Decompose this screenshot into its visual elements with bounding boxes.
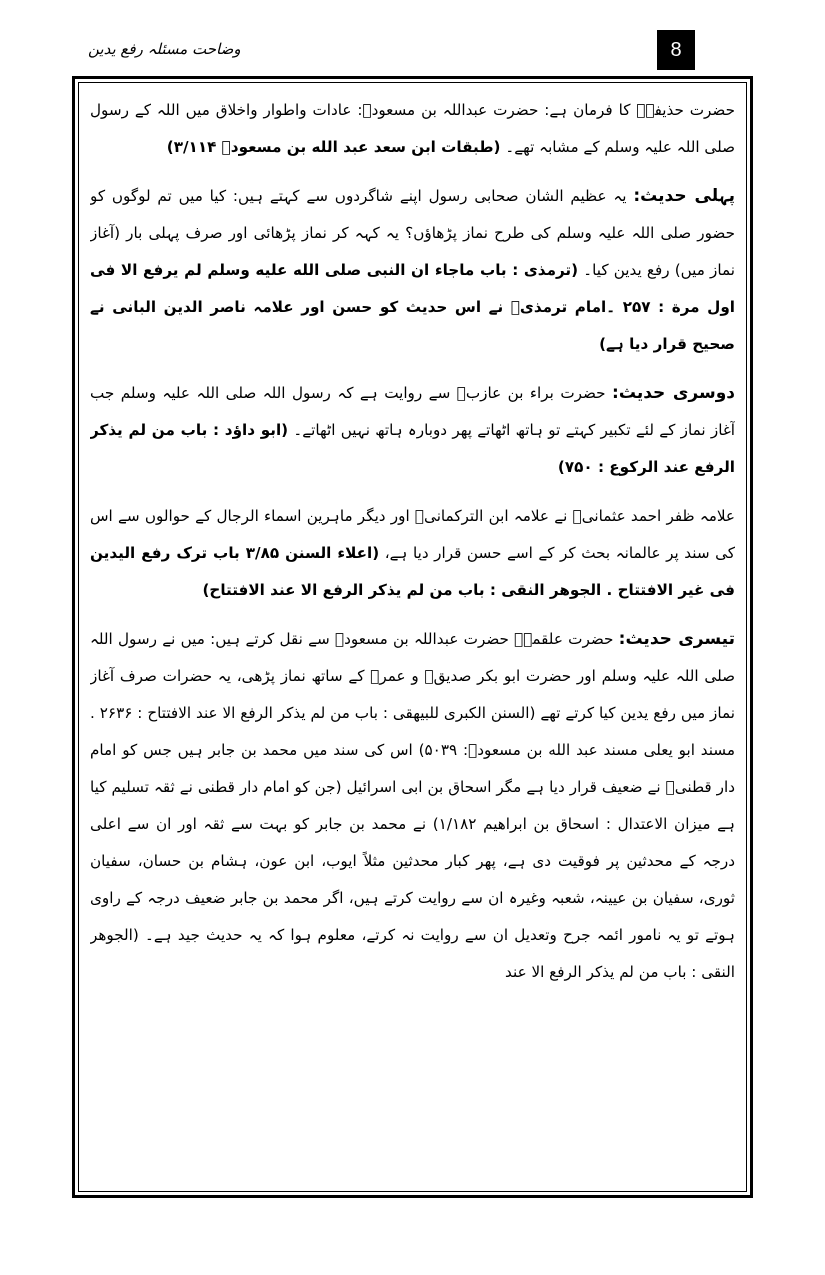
paragraph-text: یہ عظیم الشان صحابی رسول اپنے شاگردوں سے کہتے ہیں: کیا میں تم لوگوں کو حضور صلی اللہ علیہ وسلم کی طرح نماز پڑھاؤں؟ یہ کہہ کر نماز پڑھائی اور صرف پہلی بار (آغاز نماز میں) رفع یدین کیا۔ — [90, 187, 735, 279]
reference: (ترمذی : باب ماجاء ان النبی صلی الله علیه وسلم لم یرفع الا فی اول مرة : ۲۵۷ ۔امام ترمذیؒ نے اس حدیث کو حسن اور علامہ ناصر الدین البانی نے صحیح قرار دیا ہے) — [90, 261, 735, 353]
paragraph-text: حضرت حذیفہؓ کا فرمان ہے: حضرت عبداللہ بن مسعودؓ: عادات واطوار واخلاق میں اللہ کے رسول صلی اللہ علیہ وسلم کے مشابہ تھے۔ — [90, 101, 735, 156]
paragraph-second-hadith — [90, 375, 735, 486]
paragraph-authentication — [90, 498, 735, 609]
section-heading: پہلی حدیث: — [633, 186, 735, 206]
section-heading: دوسری حدیث: — [612, 383, 735, 403]
page-body — [90, 92, 735, 1188]
reference: (ابو داؤد : باب من لم یذکر الرفع عند الرکوع : ۷۵۰) — [90, 421, 735, 476]
section-heading: تیسری حدیث: — [618, 629, 735, 649]
paragraph-first-hadith — [90, 178, 735, 363]
paragraph-text: حضرت براء بن عازبؓ سے روایت ہے کہ رسول اللہ صلی اللہ علیہ وسلم جب آغاز نماز کے لئے تکبیر کہتے تو ہاتھ اٹھاتے پھر دوبارہ ہاتھ نہیں اٹھاتے۔ — [90, 384, 735, 439]
reference: (طبقات ابن سعد عبد الله بن مسعودؓ ۳/۱۱۴) — [166, 138, 501, 156]
paragraph-text: حضرت علقمہؒ حضرت عبداللہ بن مسعودؓ سے نقل کرتے ہیں: میں نے رسول اللہ صلی اللہ علیہ وسلم اور حضرت ابو بکر صدیقؓ و عمرؓ کے ساتھ نماز پڑھی، یہ حضرات صرف آغاز نماز میں رفع یدین کیا کرتے تھے — [90, 630, 735, 722]
reference: (اعلاء السنن ۳/۸۵ باب ترک رفع الیدین فی غیر الافتتاح . الجوهر النقی : باب من لم یذکر الرفع الا عند الافتتاح) — [90, 544, 735, 599]
paragraph-text: علامہ ظفر احمد عثمانیؒ نے علامہ ابن الترکمانیؒ اور دیگر ماہرین اسماء الرجال کے حوالوں سے اس کی سند پر عالمانہ بحث کر کے اسے حسن قرار دیا ہے، — [90, 507, 735, 562]
page-number: 8 — [657, 30, 695, 70]
paragraph-third-hadith — [90, 621, 735, 991]
reference: (السنن الکبری للبیهقی : باب من لم یذکر الرفع الا عند الافتتاح : ۲۶۳۶ . مسند ابو یعلی مسند عبد الله بن مسعودؓ: ۵۰۳۹) اس کی سند میں محمد بن جابر ہیں جس کو امام دار قطنیؒ نے ضعیف قرار دیا ہے مگر اسحاق بن ابی اسرائیل (جن کو امام دار قطنی نے ثقہ تسلیم کیا ہے میزان الاعتدال : اسحاق بن ابراهیم ۱/۱۸۲) نے محمد بن جابر کو بہت سے ثقہ اور ان سے اعلی درجہ کے محدثین پر فوقیت دی ہے، پھر کبار محدثین مثلاً ایوب، ابن عون، ہشام بن حسان، سفیان ثوری، سفیان بن عیینہ، شعبہ وغیرہ ان سے روایت کرتے ہیں، اگر محمد بن جابر ضعیف درجہ کے راوی ہوتے تو یہ نامور ائمہ جرح وتعدیل ان سے روایت نہ کرتے، معلوم ہوا کہ یہ حدیث جید ہے۔ (الجوهر النقی : باب من لم یذکر الرفع الا عند — [90, 704, 735, 981]
running-header-title: وضاحت مسئلہ رفع یدین — [88, 40, 241, 58]
paragraph-intro — [90, 92, 735, 166]
